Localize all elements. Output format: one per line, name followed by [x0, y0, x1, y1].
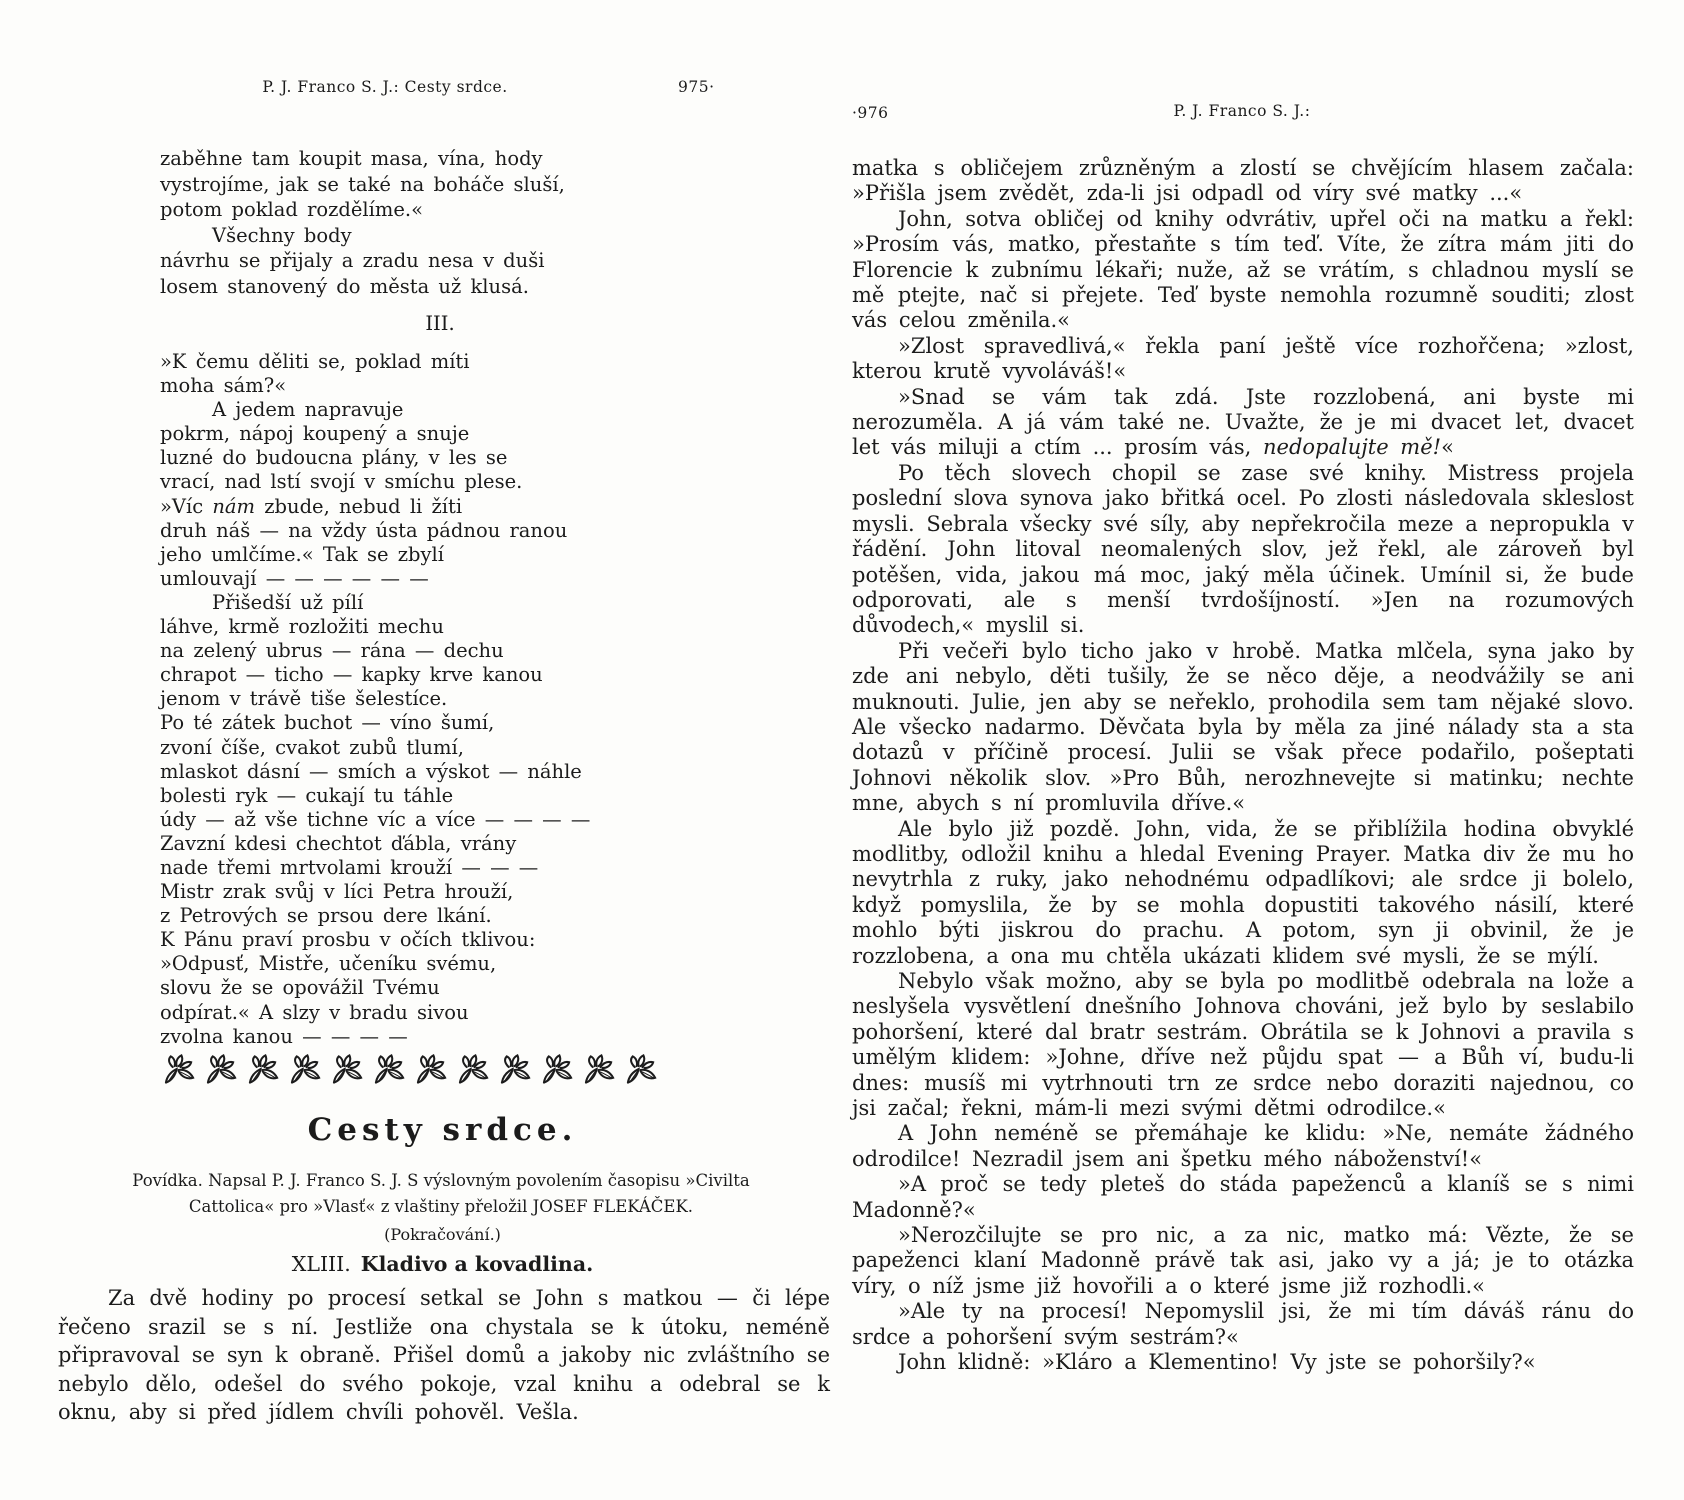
poem-line: pokrm, nápoj koupený a snuje	[160, 422, 470, 446]
poem-line: chrapot — ticho — kapky krve kanou	[160, 663, 543, 687]
poem-line: zvolna kanou — — — —	[160, 1024, 408, 1048]
poem-line: »K čemu děliti se, poklad míti	[160, 350, 470, 373]
poem-line: potom poklad rozdělíme.«	[160, 198, 424, 221]
tulip-ornament-icon	[163, 1054, 196, 1085]
poem-line: z Petrových se prsou dere lkání.	[160, 904, 492, 928]
poem-line: návrhu se přijaly a zradu nesa v duši	[160, 249, 545, 272]
poem-line: Zavzní kdesi chechtot ďábla, vrány	[160, 831, 517, 855]
poem-line: jeho umlčíme.« Tak se zbylí	[160, 542, 445, 566]
paragraph: Ale bylo již pozdě. John, vida, že se přiblížila hodina obvyklé modlitby, odložil knihu a hledal Evening Prayer. Matka div že mu ho nevytrhla z ruky, jako nehodnému odpadlíkovi; ale srdce ji bolelo, když pomyslila, že by se mohla dopustiti takového násilí, které mohlo býti jiskrou do prachu. A potom, syn ji obvinil, že je rozzlobena, a ona mu chtěla ukázati klidem své mysli, že se mýlí.	[852, 816, 1634, 968]
poem-stanza-2	[160, 350, 590, 1049]
poem-line: jenom v trávě tiše šelestíce.	[160, 687, 448, 711]
poem-line: zaběhne tam koupit masa, vína, hody	[160, 147, 543, 170]
right-page-text	[852, 156, 1634, 1376]
poem-line: údy — až vše tichne víc a více — — — —	[160, 807, 591, 831]
poem-line: luzné do budoucna plány, v les se	[160, 446, 508, 470]
story-subtitle-line2: Cattolica« pro »Vlasť« z vlaštiny přeložil JOSEF FLEKÁČEK.	[188, 1197, 694, 1216]
poem-line: láhve, krmě rozložiti mechu	[160, 615, 444, 639]
tulip-ornament-icon	[583, 1054, 616, 1085]
poem-line: vrací, nad lstí svojí v smíchu plese.	[160, 470, 523, 494]
chapter-number: XLIII.	[291, 1252, 351, 1276]
chapter-title: Kladivo a kovadlina.	[360, 1252, 594, 1276]
paragraph: matka s obličejem zrůzněným a zlostí se chvějícím hlasem začala: »Přišla jsem zvědět, zda-li jsi odpadl od víry své matky ...«	[852, 156, 1634, 206]
tulip-ornament-icon	[247, 1054, 280, 1085]
tulip-ornament-icon	[289, 1054, 322, 1085]
poem-line: umlouvají — — — — — —	[160, 566, 429, 590]
left-header-title: P. J. Franco S. J.: Cesty srdce.	[262, 78, 508, 96]
continuation-note: (Pokračování.)	[384, 1225, 501, 1244]
paragraph: »Nerozčilujte se pro nic, a za nic, matko má: Vězte, že se papeženci klaní Madonně právě tak asi, jako vy a já; je to otázka víry, o níž jsme již hovořili a o které jsme již rozhodli.«	[852, 1223, 1634, 1298]
poem-line: A jedem napravuje	[212, 398, 404, 422]
tulip-ornament-icon	[541, 1054, 574, 1085]
poem-line: Po té zátek buchot — víno šumí,	[160, 711, 495, 735]
left-page-number: 975·	[678, 78, 715, 96]
tulip-ornament-icon	[205, 1054, 238, 1085]
poem-line: »Odpusť, Mistře, učeníku svému,	[160, 952, 497, 976]
left-page-paragraph: Za dvě hodiny po procesí setkal se John s matkou — či lépe řečeno srazil se s ní. Jestliže ona chystala se k útoku, neméně připravoval se syn k obraně. Přišel domů a jakoby nic zvláštního se nebylo dělo, odešel do svého pokoje, vzal knihu a odebral se k oknu, aby si před jídlem chvíli pohověl. Vešla.	[58, 1286, 830, 1424]
poem-line: odpírat.« A slzy v bradu sivou	[160, 1000, 469, 1024]
paragraph: »Ale ty na procesí! Nepomyslil jsi, že mi tím dáváš ránu do srdce a pohoršení svým sestrám?«	[852, 1299, 1634, 1349]
paragraph: »Snad se vám tak zdá. Jste rozzlobená, ani byste mi nerozuměla. A já vám také ne. Uvažte, že je mi dvacet let, dvacet let vás miluji a ctím ... prosím vás, nedopalujte mě!«	[852, 384, 1634, 460]
poem-line: slovu že se opovážil Tvému	[160, 976, 440, 1000]
poem-line: Mistr zrak svůj v líci Petra hrouží,	[160, 880, 514, 904]
chapter-heading	[55, 1252, 830, 1276]
tulip-ornament-icon	[499, 1054, 532, 1085]
poem-stanza-1	[160, 146, 565, 299]
poem-line: nade třemi mrtvolami krouží — — —	[160, 855, 539, 879]
tulip-ornament-icon	[373, 1054, 406, 1085]
poem-line: zvoní číše, cvakot zubů tlumí,	[160, 735, 464, 759]
paragraph: Po těch slovech chopil se zase své knihy. Mistress projela poslední slova synova jako břitká ocel. Po zlosti následovala skleslost mysli. Sebrala všecky své síly, aby nepřekročila meze a nepropukla v řádění. John litoval neomalených slov, jež řekl, ale zároveň byl potěšen, vida, jakou má moc, jaký měla účinek. Umínil si, že bude odporovati, ale s menší tvrdošíjností. »Jen na rozumových důvodech,« myslil si.	[852, 460, 1634, 638]
left-running-head	[60, 78, 715, 96]
ornament-row	[163, 1054, 658, 1085]
story-subtitle-line1: Povídka. Napsal P. J. Franco S. J. S výslovným povolením časopisu »Civilta	[132, 1171, 750, 1190]
poem-line: losem stanovený do města už klusá.	[160, 274, 529, 298]
tulip-ornament-icon	[415, 1054, 448, 1085]
poem-section-number: III.	[425, 312, 455, 335]
paragraph: »Zlost spravedlivá,« řekla paní ještě více rozhořčena; »zlost, kterou krutě vyvoláváš!«	[852, 333, 1634, 384]
right-page-number: ·976	[852, 104, 889, 122]
tulip-ornament-icon	[331, 1054, 364, 1085]
poem-line: K Pánu praví prosbu v očích tklivou:	[160, 928, 536, 952]
paragraph: Při večeři bylo ticho jako v hrobě. Matka mlčela, syna jako by zde ani nebylo, děti tušily, že se něco děje, a neodvážily se ani muknouti. Julie, jen aby se neřeklo, prohodila sem tam nějaké slovo. Ale všecko nadarmo. Děvčata byla by měla za jiné nálady sta a sta dotazů v příčině procesí. Julii se však přece podařilo, pošeptati Johnovi několik slov. »Pro Bůh, nerozhnevejte si matinku; nechte mne, abych s ní promluvila dříve.«	[852, 638, 1634, 816]
poem-line: Přišedší už pílí	[212, 590, 364, 614]
paragraph: John klidně: »Kláro a Klementino! Vy jste se pohoršily?«	[898, 1350, 1536, 1375]
tulip-ornament-icon	[625, 1054, 658, 1085]
paragraph: »A proč se tedy pleteš do stáda papeženců a klaníš se s nimi Madonně?«	[852, 1172, 1634, 1222]
paragraph: John, sotva obličej od knihy odvrátiv, upřel oči na matku a řekl: »Prosím vás, matko, přestaňte s tím teď. Víte, že zítra mám jiti do Florencie k zubnímu lékaři; nuže, až se vrátím, s chladnou myslí se mě ptejte, nač si přejete. Teď byste nemohla rozumně souditi; zlost vás celou změnila.«	[852, 206, 1634, 333]
tulip-ornament-icon	[457, 1054, 490, 1085]
page-976	[842, 0, 1684, 1500]
story-title: Cesty srdce.	[307, 1112, 578, 1148]
poem-line: druh náš — na vždy ústa pádnou ranou	[160, 518, 568, 542]
poem-line: vystrojíme, jak se také na boháče sluší,	[160, 172, 565, 196]
right-header-title: P. J. Franco S. J.:	[1173, 102, 1311, 120]
poem-line: na zelený ubrus — rána — dechu	[160, 639, 504, 663]
poem-line: mlaskot dásní — smích a výskot — náhle	[160, 759, 582, 783]
poem-line: »Víc nám zbude, nebud li žíti	[160, 494, 463, 518]
poem-line: Všechny body	[212, 223, 352, 247]
poem-line: bolesti ryk — cukají tu táhle	[160, 783, 454, 807]
paragraph: A John neméně se přemáhaje ke klidu: »Ne, nemáte žádného odrodilce! Nezradil jsem ani špetku mého náboženství!«	[852, 1121, 1634, 1171]
poem-line: moha sám?«	[160, 374, 287, 398]
paragraph: Nebylo však možno, aby se byla po modlitbě odebrala na lože a neslyšela vysvětlení dnešního Johnova chováni, jež bylo by seslabilo pohoršení, které dal bratr sestrám. Obrátila se k Johnovi a pravila s umělým klidem: »Johne, dříve než půjdu spat — a Bůh ví, budu-li dnes: musíš mi vytrhnouti trn ze srdce nebo doraziti najednou, co jsi začal; řekni, mám-li mezi svými dětmi odrodilce.«	[852, 969, 1634, 1121]
